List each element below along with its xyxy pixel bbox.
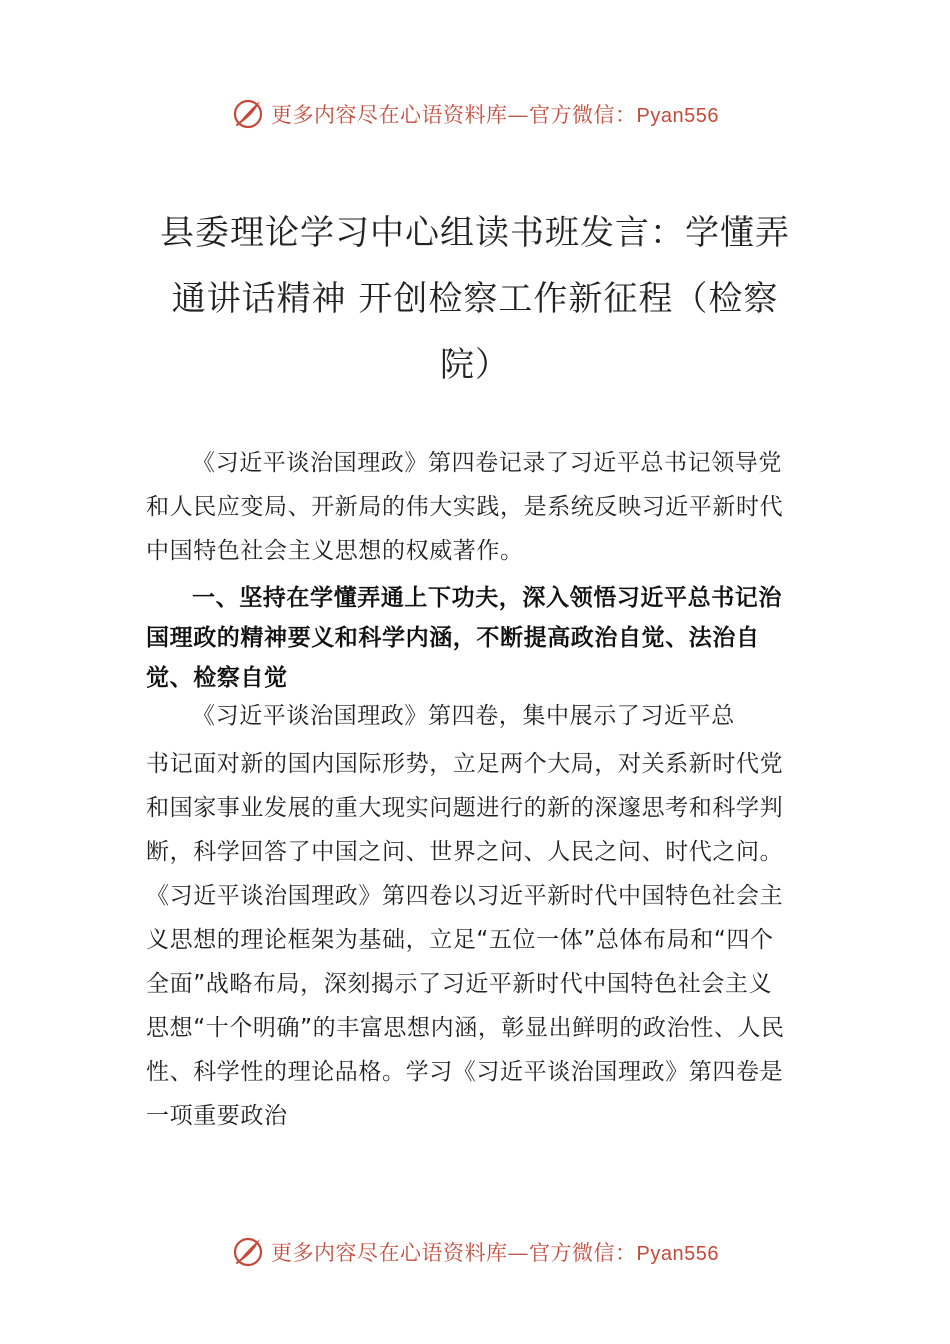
header-watermark-banner	[0, 94, 950, 134]
watermark-text	[271, 1237, 719, 1267]
watermark-wechat-label: 官方微信：	[529, 103, 637, 127]
section-heading-1: 一、坚持在学懂弄通上下功夫，深入领悟习近平总书记治国理政的精神要义和科学内涵，不断提高政治自觉、法治自觉、检察自觉	[146, 585, 782, 691]
document-title: 县委理论学习中心组读书班发言：学懂弄通讲话精神 开创检察工作新征程（检察院）	[160, 213, 790, 385]
watermark-wechat-label: 官方微信：	[529, 1241, 637, 1265]
watermark-text	[271, 99, 719, 129]
watermark-library-text: 更多内容尽在心语资料库	[271, 103, 508, 127]
watermark-wechat-id: Pyan556	[636, 1243, 719, 1265]
section-1-paragraph-continued: 书记面对新的国内国际形势，立足两个大局，对关系新时代党和国家事业发展的重大现实问题进行的新的深邃思考和科学判断，科学回答了中国之问、世界之问、人民之问、时代之问。《习近平谈治国理政》第四卷以习近平新时代中国特色社会主义思想的理论框架为基础，立足“五位一体”总体布局和“四个全面”战略布局，深刻揭示了习近平新时代中国特色社会主义思想“十个明确”的丰富思想内涵，彰显出鲜明的政治性、人民性、科学性的理论品格。学习《习近平谈治国理政》第四卷是一项重要政治	[146, 751, 785, 1129]
section-1-paragraph-first-line: 《习近平谈治国理政》第四卷，集中展示了习近平总	[192, 703, 735, 729]
watermark-separator: —	[507, 1241, 530, 1265]
intro-paragraph: 《习近平谈治国理政》第四卷记录了习近平总书记领导党和人民应变局、开新局的伟大实践，是系统反映习近平新时代中国特色社会主义思想的权威著作。	[146, 450, 784, 564]
footer-watermark-banner	[0, 1232, 950, 1272]
watermark-separator: —	[507, 103, 530, 127]
watermark-wechat-id: Pyan556	[636, 105, 719, 127]
feather-pen-icon	[231, 1235, 265, 1269]
feather-pen-icon	[231, 97, 265, 131]
watermark-library-text: 更多内容尽在心语资料库	[271, 1241, 508, 1265]
